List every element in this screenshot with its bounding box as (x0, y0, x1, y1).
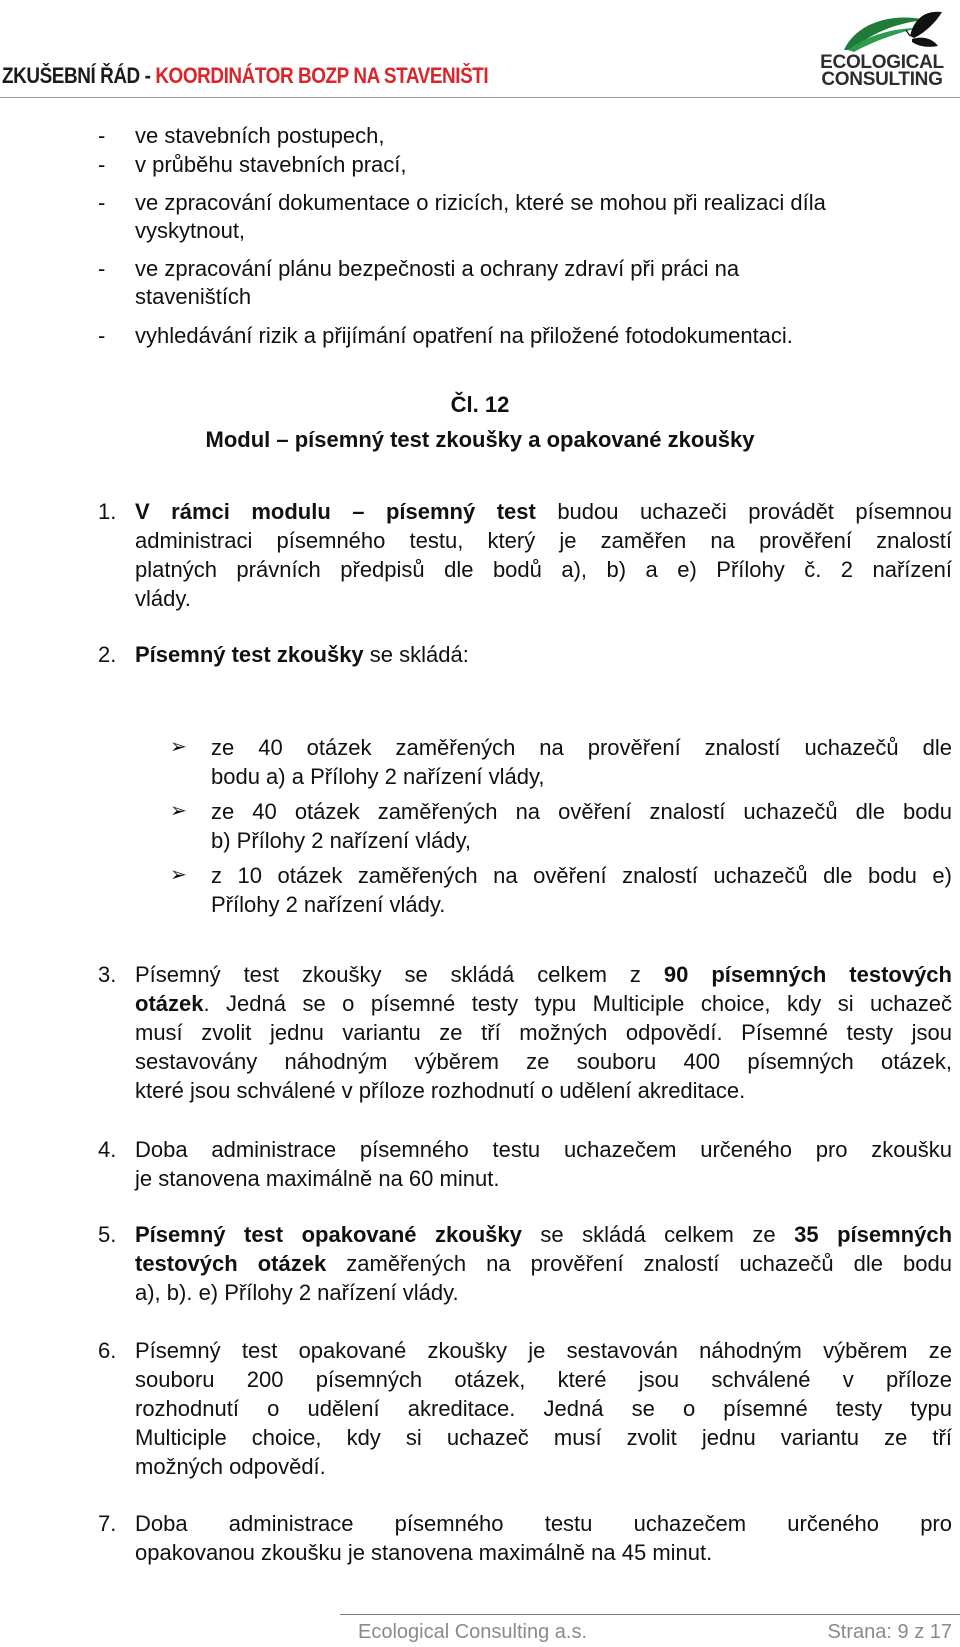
bullet-item-continuation: b) Přílohy 2 nařízení vlády, (211, 828, 472, 853)
paragraph-number: 2. (98, 642, 117, 667)
bullet-item: z 10 otázek zaměřených na ověření znalostí uchazečů dle bodu e) (211, 863, 952, 888)
paragraph-bold: 90 písemných testových (663, 962, 952, 987)
section-number: Čl. 12 (450, 392, 510, 417)
butterfly-leaf-icon (814, 6, 950, 54)
list-item: v průběhu stavebních prací, (135, 152, 407, 177)
paragraph-line (135, 989, 952, 1018)
arrow-bullet-icon: ➢ (170, 736, 187, 758)
bullet-item-continuation: Přílohy 2 nařízení vlády. (211, 892, 446, 917)
paragraph-number: 3. (98, 962, 117, 987)
paragraph-line (135, 960, 952, 989)
paragraph-text: Písemný test zkoušky se skládá celkem z (135, 962, 664, 987)
paragraph-bold: V rámci modulu – písemný test (135, 499, 536, 524)
paragraph-bold: testových otázek (135, 1251, 327, 1276)
dash-marker: - (98, 190, 106, 215)
page-header (0, 0, 960, 98)
paragraph-line: a), b). e) Přílohy 2 nařízení vlády. (135, 1280, 459, 1305)
paragraph-text: se skládá celkem ze (521, 1222, 795, 1247)
list-item: vyhledávání rizik a přijímání opatření na přiložené fotodokumentaci. (135, 323, 793, 348)
list-item: ve zpracování plánu bezpečnosti a ochrany zdraví při práci na (135, 256, 740, 281)
dash-marker: - (98, 123, 106, 148)
paragraph-line: Písemný test opakované zkoušky je sestavován náhodným výběrem ze (135, 1338, 952, 1363)
paragraph-text: zaměřených na prověření znalostí uchazečů dle bodu (326, 1251, 952, 1276)
paragraph-number: 6. (98, 1338, 117, 1363)
footer-company: Ecological Consulting a.s. (358, 1621, 588, 1643)
paragraph-bold: otázek (135, 991, 204, 1016)
list-item: ve stavebních postupech, (135, 123, 385, 148)
dash-marker: - (98, 152, 106, 177)
paragraph-number: 4. (98, 1137, 117, 1162)
paragraph-line (135, 640, 952, 669)
paragraph-number: 1. (98, 499, 117, 524)
paragraph-line: administraci písemného testu, který je zaměřen na prověření znalostí (135, 528, 952, 553)
header-divider (0, 97, 960, 98)
logo-line-2: CONSULTING (821, 69, 943, 90)
paragraph-number: 5. (98, 1222, 117, 1247)
paragraph-line: které jsou schválené v příloze rozhodnutí o udělení akreditace. (135, 1078, 746, 1103)
paragraph-line (135, 1220, 952, 1249)
paragraph-line: opakovanou zkoušku je stanovena maximálně na 45 minut. (135, 1540, 713, 1565)
footer-page-number: Strana: 9 z 17 (827, 1621, 952, 1643)
paragraph-line: Multiciple choice, kdy si uchazeč musí zvolit jednu variantu ze tří (135, 1425, 952, 1450)
paragraph-text: se skládá: (363, 642, 469, 667)
list-item-continuation: vyskytnout, (135, 218, 246, 243)
document-title-prefix: ZKUŠEBNÍ ŘÁD - (2, 63, 156, 88)
paragraph-line (135, 497, 952, 526)
footer-divider (340, 1614, 960, 1615)
list-item: ve zpracování dokumentace o rizicích, které se mohou při realizaci díla (135, 190, 826, 215)
paragraph-line: Doba administrace písemného testu uchazečem určeného pro zkoušku (135, 1137, 952, 1162)
paragraph-line: možných odpovědí. (135, 1454, 326, 1479)
paragraph-line (135, 1249, 952, 1278)
paragraph-line: sestavovány náhodným výběrem ze souboru 400 písemných otázek, (135, 1049, 952, 1074)
document-title (2, 63, 488, 89)
arrow-bullet-icon: ➢ (170, 864, 187, 886)
paragraph-line: Doba administrace písemného testu uchazečem určeného pro (135, 1511, 952, 1536)
paragraph-line: rozhodnutí o udělení akreditace. Jedná se o písemné testy typu (135, 1396, 952, 1421)
paragraph-line: vlády. (135, 586, 191, 611)
paragraph-number: 7. (98, 1511, 117, 1536)
paragraph-line: musí zvolit jednu variantu ze tří možných odpovědí. Písemné testy jsou (135, 1020, 952, 1045)
paragraph-line: je stanovena maximálně na 60 minut. (135, 1166, 500, 1191)
paragraph-bold: 35 písemných (794, 1222, 953, 1247)
list-item-continuation: staveništích (135, 284, 252, 309)
bullet-item-continuation: bodu a) a Přílohy 2 nařízení vlády, (211, 764, 545, 789)
paragraph-text: . Jedná se o písemné testy typu Multiciple choice, kdy si uchazeč (203, 991, 952, 1016)
bullet-item: ze 40 otázek zaměřených na ověření znalostí uchazečů dle bodu (211, 799, 952, 824)
section-title: Modul – písemný test zkoušky a opakované zkoušky (205, 427, 755, 452)
paragraph-text: budou uchazeči provádět písemnou (535, 499, 953, 524)
company-logo (814, 6, 950, 92)
dash-marker: - (98, 323, 106, 348)
paragraph-line: platných právních předpisů dle bodů a), b) a e) Přílohy č. 2 nařízení (135, 557, 952, 582)
bullet-item: ze 40 otázek zaměřených na prověření znalostí uchazečů dle (211, 735, 952, 760)
paragraph-bold: Písemný test opakované zkoušky (135, 1222, 522, 1247)
arrow-bullet-icon: ➢ (170, 800, 187, 822)
logo-line-1: ECOLOGICAL (820, 52, 944, 73)
paragraph-bold: Písemný test zkoušky (135, 642, 364, 667)
document-title-subject: KOORDINÁTOR BOZP NA STAVENIŠTI (155, 63, 489, 88)
dash-marker: - (98, 256, 106, 281)
paragraph-line: souboru 200 písemných otázek, které jsou schválené v příloze (135, 1367, 952, 1392)
